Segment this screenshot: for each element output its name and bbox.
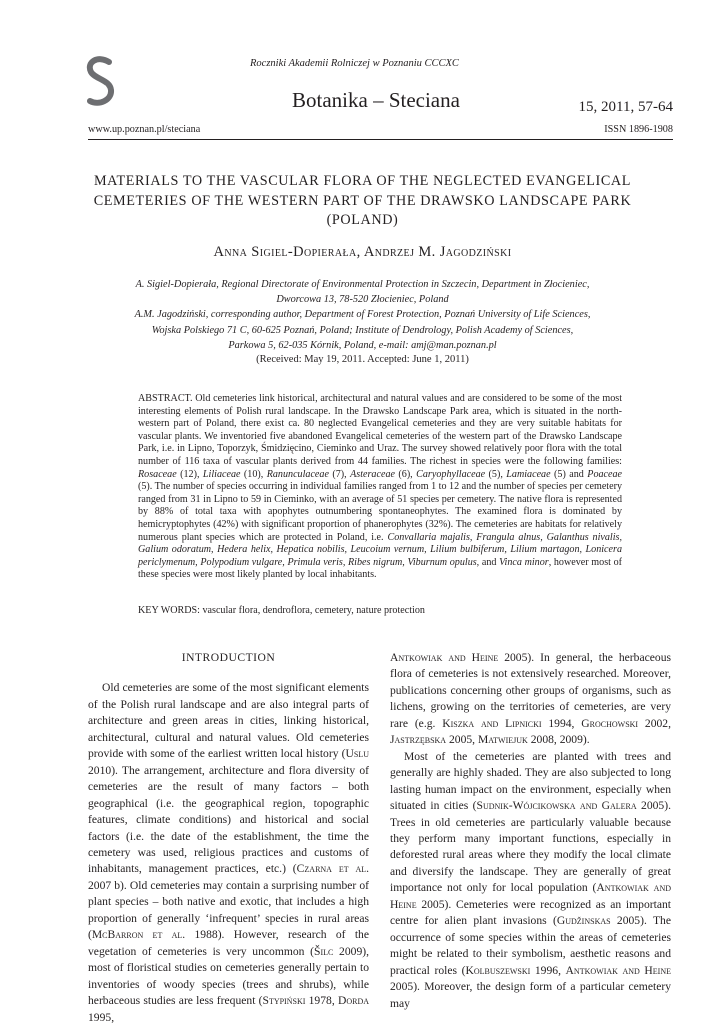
citation: Grochowski: [581, 716, 639, 730]
citation: Dorda: [337, 994, 369, 1008]
title-line-3: (POLAND): [326, 212, 399, 228]
citation: Uslu: [345, 747, 369, 761]
affiliation-line: Dworcowa 13, 78-520 Złocieniec, Poland: [276, 294, 449, 306]
received-dates: (Received: May 19, 2011. Accepted: June 1, 2011): [256, 354, 469, 365]
keywords: KEY WORDS: vascular flora, dendroflora, cemetery, nature protection: [138, 605, 425, 616]
citation: Czarna et al.: [296, 862, 370, 876]
paragraph: Old cemeteries are some of the most significant elements of the Polish rural landscape and are also integral parts of architecture and green areas in cities, linking historical, architectural, cultural and natural values. Old cemeteries provide with some of the earliest written local history (Uslu 2010). The arrangement, architecture and flora diversity of cemeteries are the result of many factors – both geographical (i.e. the geographical region, topographic features, climate conditions) and historical and social factors (i.e. the date of the establishment, the time the cemetery was used, religious practices and customs of inhabitants, management practices, etc.) (Czarna et al. 2007 b). Old cemeteries may contain a surprising number of plant species – both native and exotic, that includes a high proportion of generally ‘infrequent’ species in rural areas (McBarron et al. 1988). However, research of the vegetation of cemeteries is very uncommon (Šilc 2009), most of floristical studies on cemeteries generally pertain to inventories of woody species (trees and shrubs), while herbaceous studies are less frequent (Stypiński 1978, Dorda 1995,: [88, 681, 370, 1024]
citation: Matwiejuk: [477, 733, 528, 747]
citation: Stypiński: [262, 994, 306, 1008]
citation: Šilc: [314, 944, 334, 958]
affiliation-line: Wojska Polskiego 71 C, 60-625 Poznań, Poland; Institute of Dendrology, Polish Academy of Sciences,: [151, 324, 574, 336]
citation: Antkowiak and Heine: [390, 881, 672, 911]
title-line-2: CEMETERIES OF THE WESTERN PART OF THE DRAWSKO LANDSCAPE PARK: [93, 192, 632, 209]
citation: Antkowiak and Heine: [565, 963, 671, 977]
citation: Sudnik-Wójcikowska and Galera: [476, 799, 637, 813]
journal-logo-icon: [82, 56, 120, 110]
journal-title: Botanika – Steciana: [292, 88, 460, 112]
volume-info: 15, 2011, 57-64: [578, 99, 673, 115]
paragraph: Antkowiak and Heine 2005). In general, the herbaceous flora of cemeteries is not extensively researched. Moreover, publications concerning other groups of organisms, such as lichens, growing on the territories of cemeteries, are very rare (e.g. Kiszka and Lipnicki 1994, Grochowski 2002, Jastrzębska 2005, Matwiejuk 2008, 2009).: [390, 651, 672, 747]
left-column: [88, 650, 369, 1026]
affiliations: [110, 277, 615, 353]
issn: ISSN 1896-1908: [604, 124, 673, 135]
journal-url[interactable]: www.up.poznan.pl/steciana: [88, 124, 201, 135]
citation: Kiszka and Lipnicki: [442, 716, 542, 730]
citation: Kolbuszewski: [465, 963, 531, 977]
affiliation-line: Parkowa 5, 62-035 Kórnik, Poland, e-mail: amj@man.poznan.pl: [228, 339, 497, 351]
citation: McBarron et al.: [91, 928, 186, 942]
keywords-label: KEY WORDS:: [138, 605, 200, 616]
header-divider: [88, 139, 673, 140]
abstract: ABSTRACT. Old cemeteries link historical, architectural and natural values and are considered to be some of the most interesting elements of Polish rural landscape. In the Drawsko Landscape Park area, which is situated in the north-western part of Poland, there exist ca. 80 neglected Evangelical cemeteries and they are very suitable habitats for vascular plants. We inventoried five abandoned Evangelical cemeteries of the western part of the Drawsko Landscape Park, i.e. in Lipno, Toporzyk, Śmidzięcino, Cieminko and Uraz. The survey showed relatively poor flora with the total number of 116 taxa of vascular plants derived from 44 families. The richest in species were the following families: Rosaceae (12), Liliaceae (10), Ranunculaceae (7), Asteraceae (6), Caryophyllaceae (5), Lamiaceae (5) and Poaceae (5). The number of species occurring in individual families ranged from 1 to 12 and the number of species per cemetery ranged from 31 in Lipno to 59 in Cieminko, with an average of 51 species per cemetery. The native flora is represented by 88% of total taxa with apophytes outnumbering spontaneophytes. The examined flora is dominated by hemicryptophytes (42%) with significant proportion of phanerophytes (32%). The cemeteries are habitats for relatively numerous plant species which are protected in Poland, i.e. Convallaria majalis, Frangula alnus, Galanthus nivalis, Galium odoratum, Hedera helix, Hepatica nobilis, Leucoium vernum, Lilium bulbiferum, Lilium martagon, Lonicera periclymenum, Polypodium vulgare, Primula veris, Ribes nigrum, Viburnum opulus, and Vinca minor, however most of these species were most likely planted by local inhabitants.: [138, 393, 623, 581]
citation: Jastrzębska: [390, 733, 447, 747]
article-title: [60, 172, 665, 231]
title-line-1: MATERIALS TO THE VASCULAR FLORA OF THE NEGLECTED EVANGELICAL: [93, 173, 632, 189]
section-heading: INTRODUCTION: [181, 651, 276, 664]
series-name: Roczniki Akademii Rolniczej w Poznaniu CCCXC: [250, 58, 459, 69]
authors: Anna Sigiel-Dopierała, Andrzej M. Jagodziński: [213, 244, 512, 260]
citation: Antkowiak and Heine: [390, 651, 499, 664]
citation: Gudžinskas: [556, 914, 611, 928]
affiliation-line: A.M. Jagodziński, corresponding author, Department of Forest Protection, Poznań University of Life Sciences,: [134, 309, 591, 321]
affiliation-line: A. Sigiel-Dopierała, Regional Directorate of Environmental Protection in Szczecin, Department in Złocieniec,: [135, 279, 590, 290]
abstract-label: ABSTRACT.: [138, 393, 193, 404]
paragraph: Most of the cemeteries are planted with trees and generally are highly shaded. They are also subjected to long lasting human impact on the environment, especially when situated in cities (Sudnik-Wójcikowska and Galera 2005). Trees in old cemeteries are particularly valuable because they perform many important functions, especially in deforested rural areas where they modify the local climate and diversify the landscape. They are generally of great importance not only for local population (Antkowiak and Heine 2005). Cemeteries were recognized as an important centre for alien plant invasions (Gudžinskas 2005). The occurrence of some species within the areas of cemeteries might be related to their symbolism, aesthetic reasons and practical roles (Kolbuszewski 1996, Antkowiak and Heine 2005). Moreover, the design form of a particular cemetery may: [390, 749, 672, 1010]
right-column: [390, 650, 671, 1012]
